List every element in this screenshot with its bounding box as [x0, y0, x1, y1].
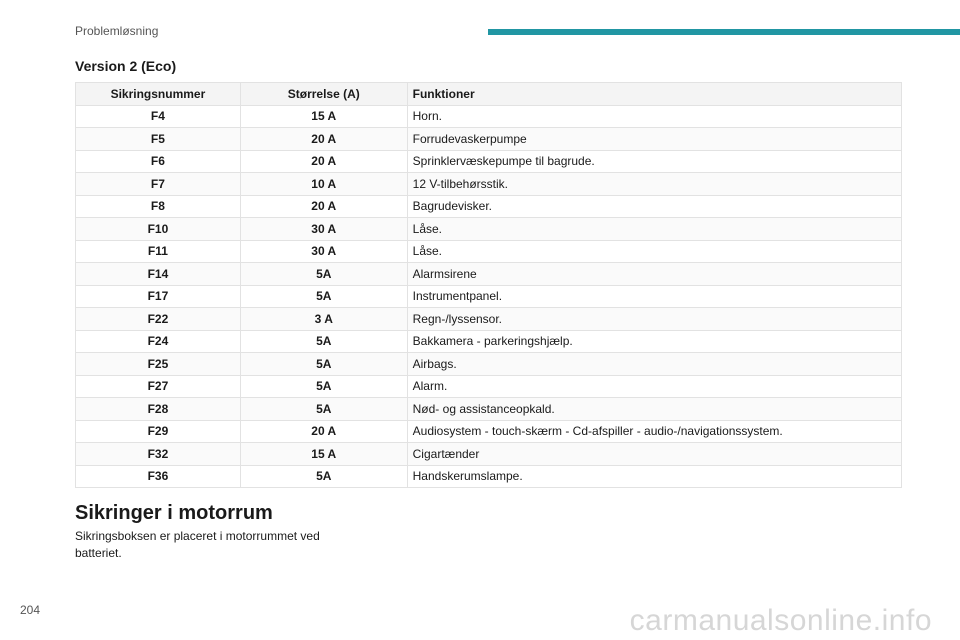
table-row	[76, 128, 902, 151]
fuse-function-cell: Bagrudevisker.	[407, 195, 901, 218]
fuse-number-cell: F7	[76, 173, 241, 196]
table-row	[76, 173, 902, 196]
fuse-number-cell: F32	[76, 443, 241, 466]
subsection-title: Sikringer i motorrum	[75, 502, 273, 524]
fuse-function-cell: Handskerumslampe.	[407, 465, 901, 488]
fuse-size-cell: 15 A	[240, 443, 407, 466]
fuse-size-cell: 15 A	[240, 105, 407, 128]
fuse-function-cell: Cigartænder	[407, 443, 901, 466]
fuse-number-cell: F22	[76, 308, 241, 331]
table-row	[76, 285, 902, 308]
fuse-function-cell: Låse.	[407, 218, 901, 241]
table-row	[76, 240, 902, 263]
fuse-number-cell: F5	[76, 128, 241, 151]
running-header: Problemløsning	[75, 24, 159, 38]
fuse-number-cell: F17	[76, 285, 241, 308]
fuse-size-cell: 5A	[240, 353, 407, 376]
fuse-function-cell: Audiosystem - touch-skærm - Cd-afspiller - audio-/navigationssystem.	[407, 420, 901, 443]
table-header-row	[76, 83, 902, 106]
fuse-size-cell: 30 A	[240, 240, 407, 263]
fuse-function-cell: Alarmsirene	[407, 263, 901, 286]
table-row	[76, 308, 902, 331]
fuse-size-cell: 3 A	[240, 308, 407, 331]
header-accent-bar	[488, 29, 960, 35]
fuse-function-cell: Regn-/lyssensor.	[407, 308, 901, 331]
table-row	[76, 105, 902, 128]
fuse-number-cell: F10	[76, 218, 241, 241]
fuse-function-cell: Bakkamera - parkeringshjælp.	[407, 330, 901, 353]
fuse-function-cell: Forrudevaskerpumpe	[407, 128, 901, 151]
column-header-fuse-number: Sikringsnummer	[76, 83, 241, 106]
fuse-size-cell: 5A	[240, 465, 407, 488]
fuse-number-cell: F36	[76, 465, 241, 488]
table-row	[76, 420, 902, 443]
table-row	[76, 195, 902, 218]
fuse-number-cell: F4	[76, 105, 241, 128]
watermark: carmanualsonline.info	[629, 604, 932, 637]
table-row	[76, 330, 902, 353]
fuse-function-cell: Nød- og assistanceopkald.	[407, 398, 901, 421]
fuse-number-cell: F8	[76, 195, 241, 218]
fuse-table-body	[76, 105, 902, 488]
fuse-number-cell: F29	[76, 420, 241, 443]
fuse-function-cell: Sprinklervæskepumpe til bagrude.	[407, 150, 901, 173]
fuse-function-cell: Instrumentpanel.	[407, 285, 901, 308]
fuse-number-cell: F24	[76, 330, 241, 353]
fuse-number-cell: F28	[76, 398, 241, 421]
fuse-size-cell: 20 A	[240, 150, 407, 173]
column-header-size: Størrelse (A)	[240, 83, 407, 106]
table-row	[76, 218, 902, 241]
fuse-size-cell: 5A	[240, 330, 407, 353]
table-row	[76, 375, 902, 398]
fuse-size-cell: 30 A	[240, 218, 407, 241]
table-row	[76, 150, 902, 173]
fuse-size-cell: 5A	[240, 398, 407, 421]
fuse-size-cell: 5A	[240, 375, 407, 398]
fuse-table	[75, 82, 902, 488]
fuse-number-cell: F11	[76, 240, 241, 263]
table-row	[76, 465, 902, 488]
table-row	[76, 443, 902, 466]
fuse-function-cell: Airbags.	[407, 353, 901, 376]
fuse-size-cell: 20 A	[240, 195, 407, 218]
fuse-number-cell: F25	[76, 353, 241, 376]
table-row	[76, 353, 902, 376]
fuse-size-cell: 20 A	[240, 128, 407, 151]
fuse-number-cell: F6	[76, 150, 241, 173]
column-header-functions: Funktioner	[407, 83, 901, 106]
fuse-size-cell: 5A	[240, 285, 407, 308]
page-number: 204	[20, 603, 41, 617]
fuse-function-cell: Alarm.	[407, 375, 901, 398]
fuse-function-cell: Låse.	[407, 240, 901, 263]
section-title: Version 2 (Eco)	[75, 58, 177, 74]
fuse-size-cell: 20 A	[240, 420, 407, 443]
fuse-number-cell: F14	[76, 263, 241, 286]
subsection-text: Sikringsboksen er placeret i motorrummet ved batteriet.	[75, 529, 320, 560]
table-row	[76, 263, 902, 286]
fuse-number-cell: F27	[76, 375, 241, 398]
fuse-size-cell: 5A	[240, 263, 407, 286]
table-row	[76, 398, 902, 421]
fuse-size-cell: 10 A	[240, 173, 407, 196]
fuse-function-cell: Horn.	[407, 105, 901, 128]
fuse-function-cell: 12 V-tilbehørsstik.	[407, 173, 901, 196]
